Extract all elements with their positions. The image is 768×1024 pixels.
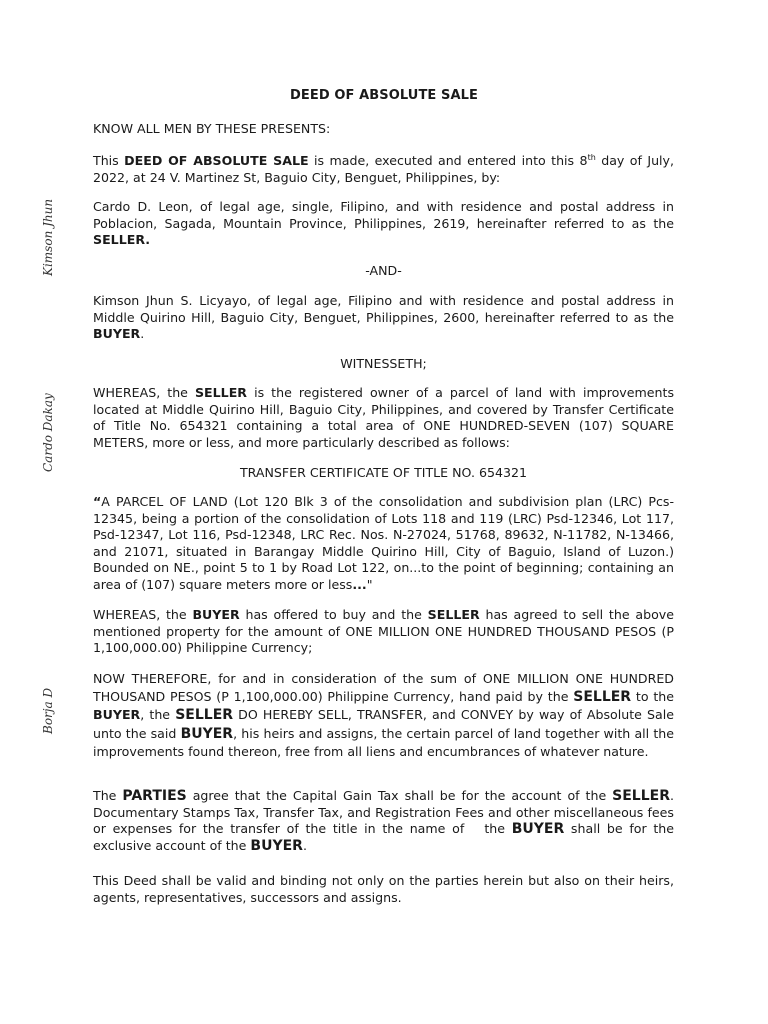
whereas-seller-paragraph: WHEREAS, the SELLER is the registered owner of a parcel of land with improvements located at Middle Quirino Hill, Baguio City, Philippines, and covered by Transfer Certificate of Title No. 654321 containing a total area of ONE HUNDRED-SEVEN (107) SQUARE METERS, more or less, and more particularly described as follows: — [93, 385, 675, 450]
parties-paragraph: The PARTIES agree that the Capital Gain Tax shall be for the account of the SELLER. Documentary Stamps Tax, Transfer Tax, and Registration Fees and other miscellaneous fees or expenses for the transfer of the title in the name of the BUYER shall be for the exclusive account of the BUYER. — [93, 788, 674, 854]
witnesseth-heading: WITNESSETH; — [340, 356, 427, 371]
margin-signature-3 — [24, 662, 68, 752]
and-separator: -AND- — [365, 263, 402, 278]
svg-text:Borja D: Borja D — [41, 687, 55, 734]
svg-text:Kimson Jhun: Kimson Jhun — [41, 198, 55, 276]
whereas-buyer-paragraph: WHEREAS, the BUYER has offered to buy and the SELLER has agreed to sell the above mentioned property for the amount of ONE MILLION ONE HUNDRED THOUSAND PESOS (P 1,100,000.00) Philippine Currency; — [93, 607, 674, 656]
opening-paragraph: This DEED OF ABSOLUTE SALE is made, executed and entered into this 8th day of July, 2022, at 24 V. Martinez St, Baguio City, Benguet, Philippines, by: — [93, 152, 675, 185]
binding-paragraph: This Deed shall be valid and binding not only on the parties herein but also on their heirs, agents, representatives, successors and assigns. — [93, 873, 674, 905]
now-therefore-paragraph: NOW THEREFORE, for and in consideration of the sum of ONE MILLION ONE HUNDRED THOUSAND PESOS (P 1,100,000.00) Philippine Currency, hand paid by the SELLER to the BUYER, the SELLER DO HEREBY SELL, TRANSFER, and CONVEY by way of Absolute Sale unto the said BUYER, his heirs and assigns, the certain parcel of land together with all the improvements found thereon, free from all liens and encumbrances of whatever nature. — [93, 671, 674, 760]
intro-line: KNOW ALL MEN BY THESE PRESENTS: — [93, 121, 331, 136]
land-description: “A PARCEL OF LAND (Lot 120 Blk 3 of the consolidation and subdivision plan (LRC) Pcs-12345, being a portion of the consolidation of Lots 118 and 119 (LRC) Psd-12346, Lot 117, Psd-12347, Lot 116, Psd-12348, LRC Rec. Nos. N-27024, 51768, 89632, N-11782, N-13466, and 21071, situated in Barangay Middle Quirino Hill, City of Baguio, Island of Luzon.) Bounded on NE., point 5 to 1 by Road Lot 122, on...to the point of beginning; containing an area of (107) square meters more or less..." — [93, 494, 674, 592]
tct-heading: TRANSFER CERTIFICATE OF TITLE NO. 654321 — [239, 465, 528, 480]
svg-text:Cardo Dakay: Cardo Dakay — [41, 393, 55, 472]
margin-signature-2 — [24, 388, 68, 478]
seller-paragraph: Cardo D. Leon, of legal age, single, Filipino, and with residence and postal address in Poblacion, Sagada, Mountain Province, Philippines, 2619, hereinafter referred to as the SELLER. — [93, 199, 674, 248]
buyer-paragraph: Kimson Jhun S. Licyayo, of legal age, Filipino and with residence and postal address in Middle Quirino Hill, Baguio City, Benguet, Philippines, 2600, hereinafter referred to as the BUYER. — [93, 293, 674, 342]
margin-signature-1 — [24, 196, 68, 286]
document-title: DEED OF ABSOLUTE SALE — [289, 88, 479, 103]
